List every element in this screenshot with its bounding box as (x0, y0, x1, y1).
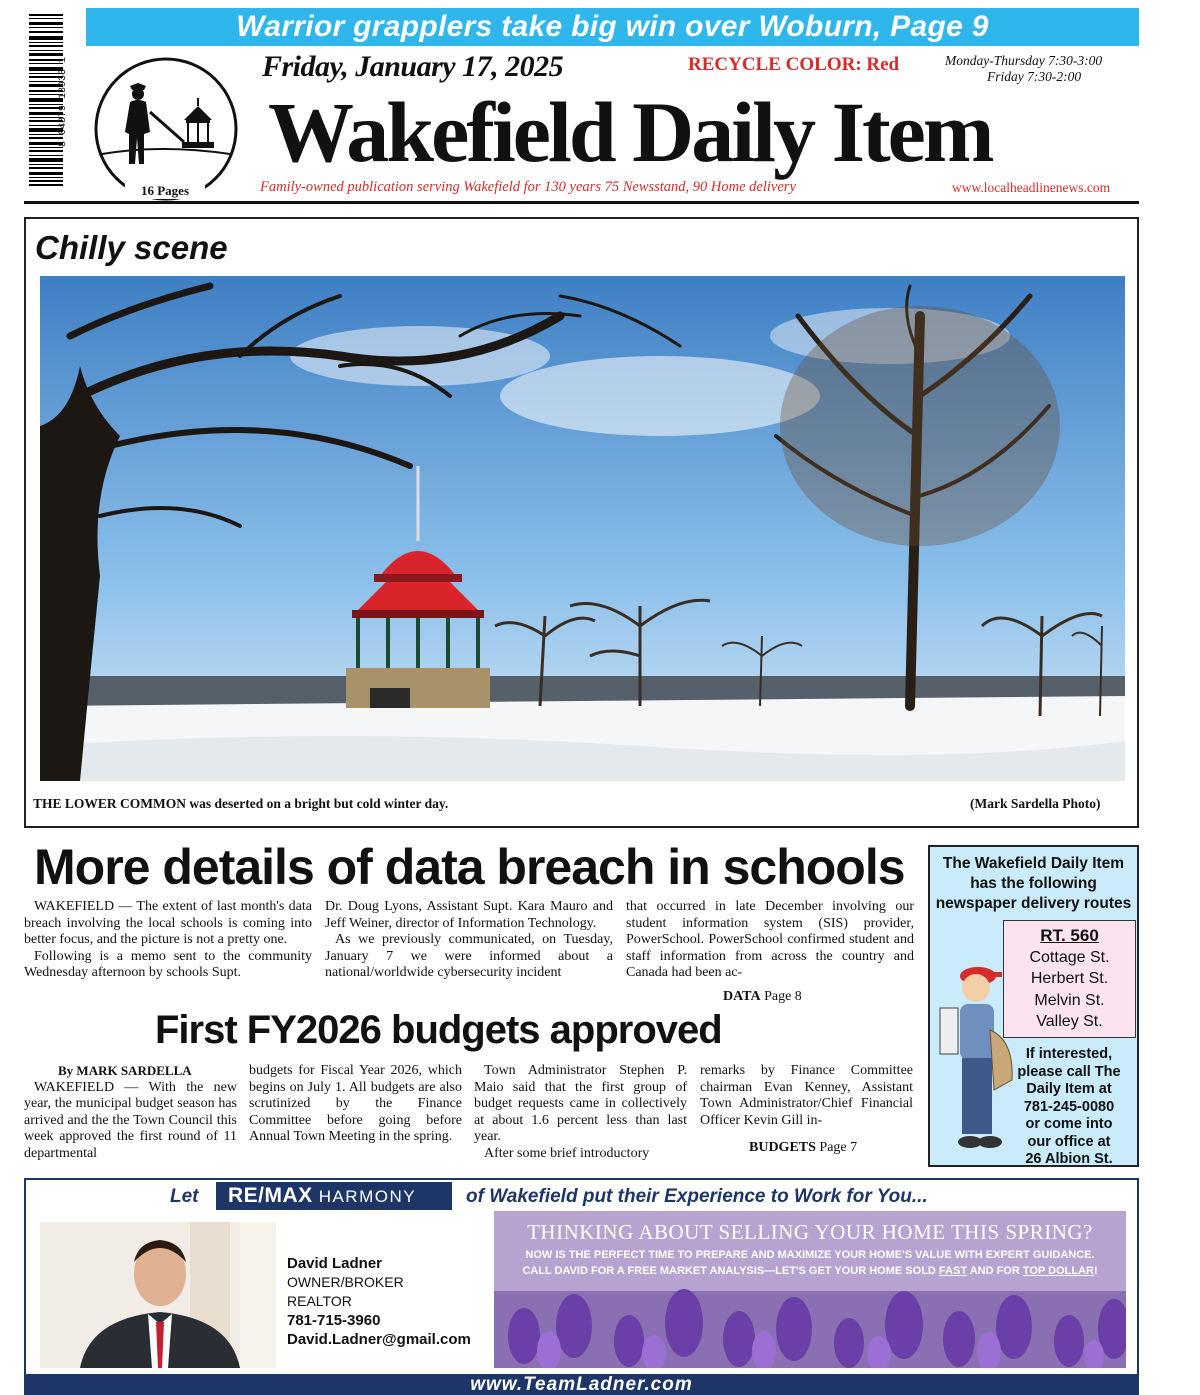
story1-headline[interactable]: More details of data breach in schools (34, 839, 905, 895)
masthead-title: Wakefield Daily Item (268, 84, 992, 180)
route-street: Cottage St. (1029, 948, 1110, 966)
delivery-contact (1000, 1046, 1138, 1169)
top-banner-headline[interactable]: Warrior grapplers take big win over Woburn, Page 9 (86, 8, 1139, 46)
contact-line: or come into (1025, 1116, 1113, 1132)
story2-jump-link[interactable] (749, 1140, 857, 1156)
agent-phone[interactable]: 781-715-3960 (287, 1312, 381, 1329)
story1-column-1 (24, 899, 312, 982)
story2-paragraph: WAKEFIELD — With the new year, the municipal budget season has arrived and the the Town Council this week approved the first round of 11 departmental (24, 1079, 237, 1161)
story2-paragraph: Town Administrator Stephen P. Maio said that the first group of budget requests came in collectively at about 1.6 percent less than last year. (474, 1063, 687, 1144)
ad-footer-url-link[interactable]: www.TeamLadner.com (24, 1374, 1139, 1395)
promo-text: ! (1093, 1265, 1098, 1277)
promo-headline: THINKING ABOUT SELLING YOUR HOME THIS SPRING? (527, 1220, 1093, 1244)
story2-jump-word: BUDGETS (749, 1140, 816, 1155)
route-name: RT. 560 (1040, 926, 1099, 945)
agent-portrait (40, 1222, 276, 1368)
promo-fast: FAST (938, 1265, 968, 1277)
story2-byline: By MARK SARDELLA (58, 1063, 192, 1078)
contact-line: please call The (1017, 1063, 1121, 1080)
story1-paragraph: Dr. Doug Lyons, Assistant Supt. Kara Mauro and Jeff Weiner, director of Information Technology. (325, 899, 613, 931)
agent-info (287, 1254, 471, 1349)
story1-column-2 (325, 899, 613, 982)
contact-line: If interested, (1025, 1046, 1113, 1062)
contact-address: 26 Albion St. (1025, 1151, 1113, 1167)
issue-date: Friday, January 17, 2025 (262, 50, 564, 83)
photo-credit: (Mark Sardella Photo) (970, 796, 1101, 811)
story2-column-1 (24, 1063, 237, 1162)
route-street: Herbert St. (1030, 970, 1109, 987)
story2-headline[interactable]: First FY2026 budgets approved (155, 1008, 722, 1052)
ad-let-text: Let (170, 1186, 199, 1207)
promo-text: AND FOR (967, 1265, 1023, 1277)
masthead-rule (24, 201, 1139, 204)
story1-paragraph: WAKEFIELD — The extent of last month's data breach involving the local schools is coming into better focus, and the picture is not a pretty one. (24, 899, 312, 947)
remax-logo (216, 1182, 452, 1210)
story1-jump-link[interactable] (723, 989, 802, 1005)
story2-paragraph: After some brief introductory (484, 1145, 650, 1161)
promo-line-2 (494, 1265, 1126, 1277)
promo-top-dollar: TOP DOLLAR (1022, 1265, 1094, 1277)
delivery-title-line: newspaper delivery routes (935, 895, 1132, 912)
remax-brand-sub: HARMONY (318, 1187, 417, 1206)
promo-line-1: NOW IS THE PERFECT TIME TO PREPARE AND MAXIMIZE YOUR HOME'S VALUE WITH EXPERT GUIDANCE. (525, 1249, 1095, 1261)
contact-line: Daily Item at (1026, 1081, 1112, 1097)
story2-column-4 (700, 1063, 913, 1129)
minuteman-bandstand-logo (92, 56, 240, 202)
route-street: Melvin St. (1034, 991, 1105, 1009)
photo-feature-title: Chilly scene (35, 229, 228, 266)
agent-name: David Ladner (287, 1255, 383, 1272)
route-list (1003, 920, 1136, 1038)
agent-title: REALTOR (287, 1293, 352, 1309)
masthead-website-link[interactable]: www.localheadlinenews.com (952, 180, 1111, 195)
bandstand-winter-photo[interactable] (40, 276, 1125, 781)
ad-tagline: of Wakefield put their Experience to Work for You... (466, 1186, 928, 1207)
story2-paragraph: remarks by Finance Committee chairman Evan Kenney, Assistant Town Administrator/Chief Financial Officer Kevin Gill in- (700, 1063, 913, 1128)
page-count: 16 Pages (125, 183, 205, 199)
office-hours (945, 53, 1135, 85)
story1-jump-page: Page 8 (764, 989, 802, 1004)
masthead-tagline: Family-owned publication serving Wakefield for 130 years 75 Newsstand, 90 Home delivery (260, 179, 796, 195)
contact-phone[interactable]: 781-245-0080 (1023, 1098, 1115, 1115)
agent-email-link[interactable]: David.Ladner@gmail.com (287, 1331, 471, 1348)
story2-jump-page: Page 7 (819, 1140, 858, 1155)
promo-text: CALL DAVID FOR A FREE MARKET ANALYSIS—LET'S GET YOUR HOME SOLD (522, 1265, 939, 1277)
photo-caption: THE LOWER COMMON was deserted on a bright but cold winter day. (33, 796, 449, 811)
agent-title: OWNER/BROKER (287, 1274, 404, 1290)
story2-column-2 (249, 1063, 462, 1146)
story2-column-3 (474, 1063, 687, 1162)
story1-paragraph: As we previously communicated, on Tuesday, January 7 we were informed about a national/worldwide cybersecurity incident (325, 932, 613, 980)
story1-jump-word: DATA (723, 989, 761, 1004)
story1-column-3 (626, 899, 914, 982)
hours-friday: Friday 7:30-2:00 (987, 69, 1082, 84)
delivery-title-line: has the following (970, 875, 1097, 892)
story1-paragraph: that occurred in late December involving our student information system (SIS) provider, PowerSchool. PowerSchool confirmed student and staff information from across the country and Canada had been ac- (626, 899, 914, 980)
barcode-digits: 8 04879 13933 1 (58, 57, 69, 148)
delivery-routes-title (930, 854, 1137, 914)
delivery-title-line: The Wakefield Daily Item (942, 855, 1125, 872)
hours-weekday: Monday-Thursday 7:30-3:00 (945, 53, 1103, 68)
route-street: Valley St. (1036, 1013, 1103, 1030)
story1-paragraph: Following is a memo sent to the community Wednesday afternoon by schools Supt. (24, 948, 312, 980)
contact-line: our office at (1027, 1133, 1111, 1150)
recycle-color: RECYCLE COLOR: Red (688, 54, 900, 75)
story2-paragraph: budgets for Fiscal Year 2026, which begins on July 1. All budgets are also scrutinized by the Finance Committee before going before Annual Town Meeting in the spring. (249, 1063, 462, 1144)
remax-brand: RE/MAX (228, 1184, 313, 1207)
